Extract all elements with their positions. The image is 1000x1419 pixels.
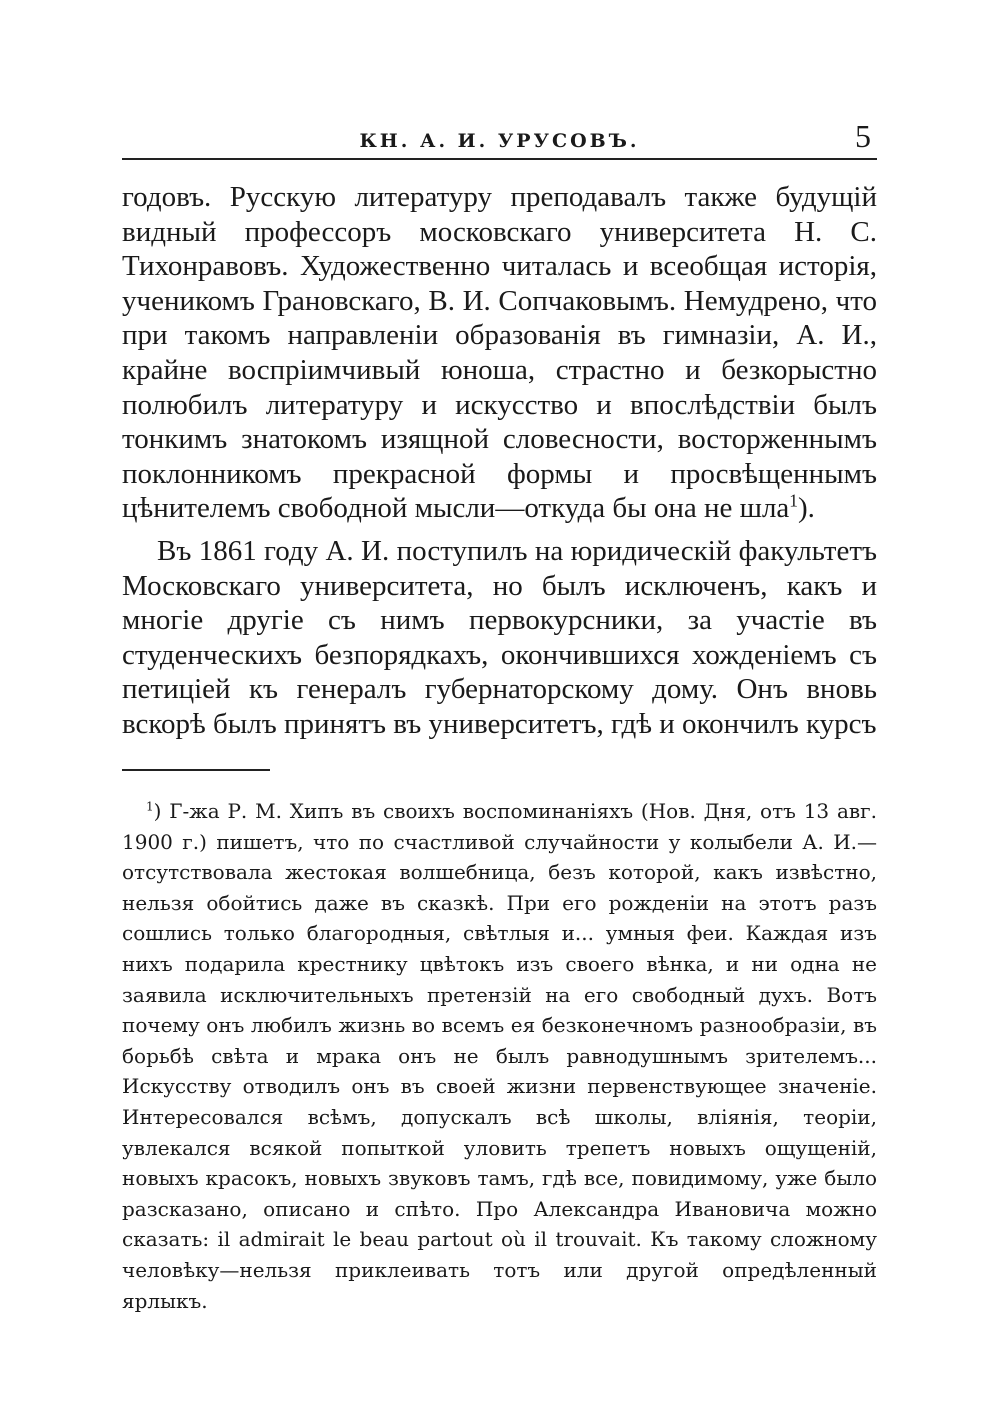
paragraph-1-tail: ). [798,492,815,525]
paragraph-2-text: Въ 1861 году А. И. поступилъ на юридическій факультетъ Московскаго университета, но былъ исключенъ, какъ и многіе другіе съ нимъ первокурсники, за участіе въ студенческихъ безпорядкахъ, окончившихся хожденіемъ съ петиціей къ генералъ губернаторскому дому. Онъ вновь вскорѣ былъ принятъ въ университетъ, гдѣ и окончилъ курсъ [122,534,877,740]
body-text [122,180,877,742]
paragraph-1 [122,180,877,526]
page-number: 5 [855,118,871,154]
footnote-reference: 1 [789,490,798,511]
paragraph-1-text: годовъ. Русскую литературу преподавалъ также будущій видный профессоръ московскаго университета Н. С. Тихонравовъ. Художественно читалась и всеобщая исторія, ученикомъ Грановскаго, В. И. Сопчаковымъ. Немудрено, что при такомъ направленіи образованія въ гимназіи, А. И., крайне воспріимчивый юноша, страстно и безкорыстно полюбилъ литературу и искусство и впослѣдствіи былъ тонкимъ знатокомъ изящной словесности, восторженнымъ поклонникомъ прекрасной формы и просвѣщеннымъ цѣнителемъ свободной мысли—откуда бы она не шла [122,181,877,525]
footnote-rule [122,769,270,771]
paragraph-2 [122,534,877,742]
running-head [122,118,877,158]
footnote-text: Г-жа Р. М. Хипъ въ своихъ воспоминаніяхъ (Нов. Дня, отъ 13 авг. 1900 г.) пишетъ, что по счастливой случайности у колыбели А. И.—отсутствовала жестокая волшебница, безъ которой, какъ извѣстно, нельзя обойтись даже въ сказкѣ. При его рожденіи на этотъ разъ сошлись только благородныя, свѣтлыя и... умныя феи. Каждая изъ нихъ подарила крестнику цвѣтокъ изъ своего вѣнка, и ни одна не заявила исключительныхъ претензій на его свободный духъ. Вотъ почему онъ любилъ жизнь во всемъ ея безконечномъ разнообразіи, въ борьбѣ свѣта и мрака онъ не былъ равнодушнымъ зрителемъ... Искусству отводилъ онъ въ своей жизни первенствующее значеніе. Интересовался всѣмъ, допускалъ всѣ школы, вліянія, теоріи, увлекался всякой попыткой уловить трепетъ новыхъ ощущеній, новыхъ красокъ, новыхъ звуковъ тамъ, гдѣ все, повидимому, уже было разсказано, описано и спѣто. Про Александра Ивановича можно сказать: il admirait le beau partout où il trouvait. Къ такому сложному человѣку—нельзя приклеивать тотъ или другой опредѣленный ярлыкъ. [122,799,877,1313]
header-rule [122,158,877,160]
footnote-marker-paren: ) [153,799,162,823]
footnote-marker: 1 [146,799,154,814]
footnote [122,796,877,1316]
running-title: КН. А. И. УРУСОВЪ. [359,130,640,152]
